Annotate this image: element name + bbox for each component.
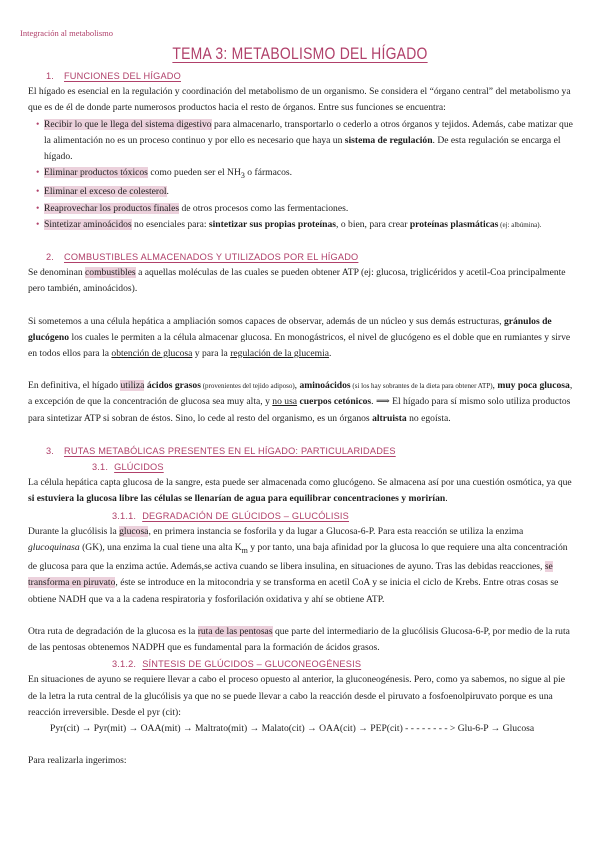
list-item: • Recibir lo que le llega del sistema digestivo para almacenarlo, transportarlo o cederlo a otros órganos y tejidos. Además, cabe matizar que la alimentación no es un proceso continuo y por ello es necesario que haya un sistema de regulación. De esta regulación se encarga el hígado. bbox=[36, 118, 573, 163]
paragraph-intro: El hígado es esencial en la regulación y coordinación del metabolismo de un organismo. Se considera el “órgano central” del metabolismo ya que es de él de donde parte numerosos productos hacia el resto de órganos. Entre sus funciones se encuentra: bbox=[28, 86, 571, 114]
paragraph-ingerimos: Para realizarla ingerimos: bbox=[28, 755, 127, 767]
list-item: • Reaprovechar los productos finales de otros procesos como las fermentaciones. bbox=[28, 201, 576, 217]
list-item: • Sintetizar aminoácidos no esenciales para: sintetizar sus propias proteínas, o bien, para crear proteínas plasmáticas (ej: albúmina). bbox=[28, 217, 576, 233]
section-number: 3. bbox=[46, 445, 55, 456]
functions-list bbox=[28, 117, 576, 233]
reaction-pathway: Pyr(cit) → Pyr(mit) → OAA(mit) → Maltrato(mit) → Malato(cit) → OAA(cit) → PEP(cit) - - - - - - - - > Glu-6-P → Glucosa bbox=[50, 722, 535, 734]
running-header: Integración al metabolismo bbox=[20, 28, 113, 38]
section-title: FUNCIONES DEL HÍGADO bbox=[64, 71, 181, 81]
section-heading-combustibles bbox=[46, 249, 576, 265]
bullet-icon: • bbox=[36, 202, 40, 214]
document-title: TEMA 3: METABOLISMO DEL HÍGADO bbox=[172, 44, 428, 63]
section-title: RUTAS METABÓLICAS PRESENTES EN EL HÍGADO: PARTICULARIDADES bbox=[64, 445, 396, 456]
paragraph-pentosas: Otra ruta de degradación de la glucosa es la ruta de las pentosas que parte del intermediario de la glucólisis Glucosa-6-P, por medio de la ruta de las pentosas obtenemos NADPH que es fundamental para la formación de ácidos grasos. bbox=[28, 625, 570, 653]
paragraph-glucolisis: Durante la glucólisis la glucosa, en primera instancia se fosforila y da lugar a Glucosa-6-P. Para esta reacción se utiliza la enzima glucoquinasa (GK), una enzima la cual tiene una alta $K_m$ y por tanto, una baja afinidad por la glucosa lo que requiere una alta concentración de glucosa para que la enzima actúe. Además,se activa cuando se libera insulina, en situaciones de ayuno. Tras las debidas reacciones, se transforma en piruvato, éste se introduce en la mitocondria y se transforma en acetil CoA y se inicia el ciclo de Krebs. Entre otras cosas se obtiene NADH que va a la cadena respiratoria y fosforilación oxidativa y ahí se obtiene ATP. bbox=[28, 525, 568, 605]
section-number: 2. bbox=[46, 251, 55, 262]
paragraph-definitiva: En definitiva, el hígado utiliza ácidos grasos (provenientes del tejido adiposo), aminoácidos (si los hay sobrantes de la dieta para obtener ATP), muy poca glucosa, a excepción de que la concentración de glucosa sea muy alta, y no usa cuerpos cetónicos. ⟹ El hígado para sí mismo solo utiliza productos para sintetizar ATP si sobran de éstos. Sino, lo cede al resto del organismo, es un órganos altruista no egoísta. bbox=[28, 380, 573, 424]
section-title: COMBUSTIBLES ALMACENADOS Y UTILIZADOS POR EL HÍGADO bbox=[64, 251, 359, 262]
document-body bbox=[28, 68, 576, 769]
paragraph-ayuno: En situaciones de ayuno se requiere llevar a cabo el proceso opuesto al anterior, la gluconeogénesis. Pero, como ya sabemos, no sigue al pie de la letra la ruta central de la glucólisis ya que no se puede llevar a cabo la reacción desde el piruvato a fosfoenolpiruvato porque es una reacción irreversible. Desde el pyr (cit): bbox=[28, 674, 565, 718]
bullet-icon: • bbox=[36, 186, 40, 198]
bullet-icon: • bbox=[36, 167, 40, 179]
paragraph-combustibles: Se denominan combustibles a aquellas moléculas de las cuales se pueden obtener ATP (ej: glucosa, triglicéridos y acetil-Coa principalmente pero también, aminoácidos). bbox=[28, 267, 566, 295]
list-item: • Eliminar productos tóxicos como pueden ser el $NH_3$ o fármacos. bbox=[36, 167, 293, 181]
bullet-icon: • bbox=[36, 218, 40, 230]
section-heading-funciones bbox=[46, 68, 576, 84]
paragraph-glucogeno: Si sometemos a una célula hepática a ampliación somos capaces de observar, además de un núcleo y sus demás estructuras, gránulos de glucógeno los cuales le permiten a la célula almacenar glucosa. En monogástricos, el nivel de glucógeno es el doble que en rumiantes y sirve en todos ellos para la obtención de glucosa y para la regulación de la glucemia. bbox=[28, 315, 571, 359]
subsubsection-heading-glucolisis: 3.1.1. DEGRADACIÓN DE GLÚCIDOS – GLUCÓLISIS bbox=[112, 510, 350, 521]
paragraph-captacion: La célula hepática capta glucosa de la sangre, esta puede ser almacenada como glucógeno. Se almacena así por una cuestión osmótica, ya que si estuviera la glucosa libre las células se llenarían de agua para equilibrar concentraciones y morirían. bbox=[28, 477, 572, 505]
subsection-heading-glucidos: 3.1. GLÚCIDOS bbox=[92, 461, 164, 472]
bullet-icon: • bbox=[36, 118, 40, 130]
subsubsection-heading-gluconeogenesis: 3.1.2. SÍNTESIS DE GLÚCIDOS – GLUCONEOGÉNESIS bbox=[112, 659, 362, 670]
list-item: • Eliminar el exceso de colesterol. bbox=[28, 184, 576, 200]
section-heading-rutas bbox=[46, 443, 576, 459]
section-number: 1. bbox=[46, 71, 55, 81]
